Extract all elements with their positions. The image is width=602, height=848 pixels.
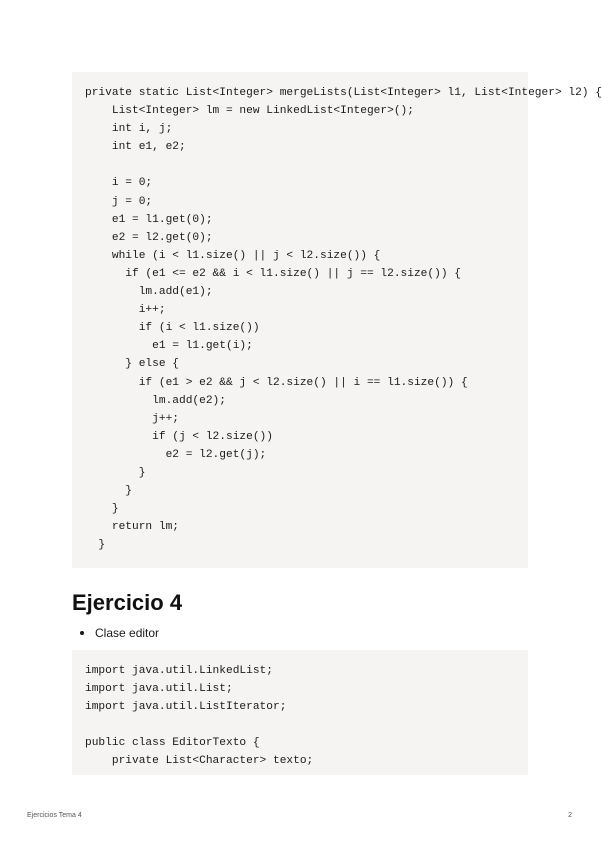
page-number: 2 — [568, 812, 572, 819]
code-line: import java.util.LinkedList; — [85, 665, 273, 677]
code-line: int i, j; — [85, 123, 173, 136]
code-line: e2 = l2.get(j); — [85, 448, 267, 461]
code-line: lm.add(e1); — [85, 286, 213, 299]
code-line: public class EditorTexto { — [85, 737, 260, 750]
code-block-editor-texto — [72, 650, 528, 775]
code-line: } — [85, 466, 146, 479]
code-line: j++; — [85, 412, 179, 425]
code-line: i++; — [85, 304, 166, 317]
code-line: while (i < l1.size() || j < l2.size()) { — [85, 249, 381, 262]
code-line: lm.add(e2); — [85, 394, 226, 407]
code-line: private static List<Integer> mergeLists(List<Integer> l1, List<Integer> l2) { — [85, 87, 602, 99]
code-line: return lm; — [85, 521, 179, 534]
code-block-merge-lists — [72, 72, 602, 568]
code-line: import java.util.List; — [85, 683, 233, 696]
bullet-list — [78, 624, 159, 642]
code-line — [72, 156, 528, 174]
code-line: private List<Character> texto; — [85, 755, 314, 768]
code-line: } else { — [85, 358, 179, 371]
code-line: e1 = l1.get(i); — [85, 340, 253, 353]
code-line: int e1, e2; — [85, 141, 186, 154]
code-line: i = 0; — [85, 177, 153, 190]
code-line: } — [85, 539, 106, 552]
code-line: if (e1 > e2 && j < l2.size() || i == l1.size()) { — [85, 376, 468, 389]
footer-title: Ejercicios Tema 4 — [27, 812, 82, 819]
code-line: import java.util.ListIterator; — [85, 701, 287, 714]
code-line: List<Integer> lm = new LinkedList<Integer>(); — [85, 105, 414, 118]
list-item — [78, 624, 159, 642]
code-line — [72, 716, 528, 734]
code-line: if (i < l1.size()) — [85, 322, 260, 335]
code-line: } — [85, 503, 119, 516]
section-heading: Ejercicio 4 — [72, 590, 183, 615]
code-line: if (j < l2.size()) — [85, 430, 273, 443]
code-line: e2 = l2.get(0); — [85, 231, 213, 244]
code-line: j = 0; — [85, 195, 153, 208]
code-line: e1 = l1.get(0); — [85, 213, 213, 226]
bullet-icon — [80, 631, 84, 635]
list-item-label: Clase editor — [95, 626, 160, 640]
code-line: if (e1 <= e2 && i < l1.size() || j == l2.size()) { — [85, 267, 461, 280]
code-line: } — [85, 485, 132, 498]
